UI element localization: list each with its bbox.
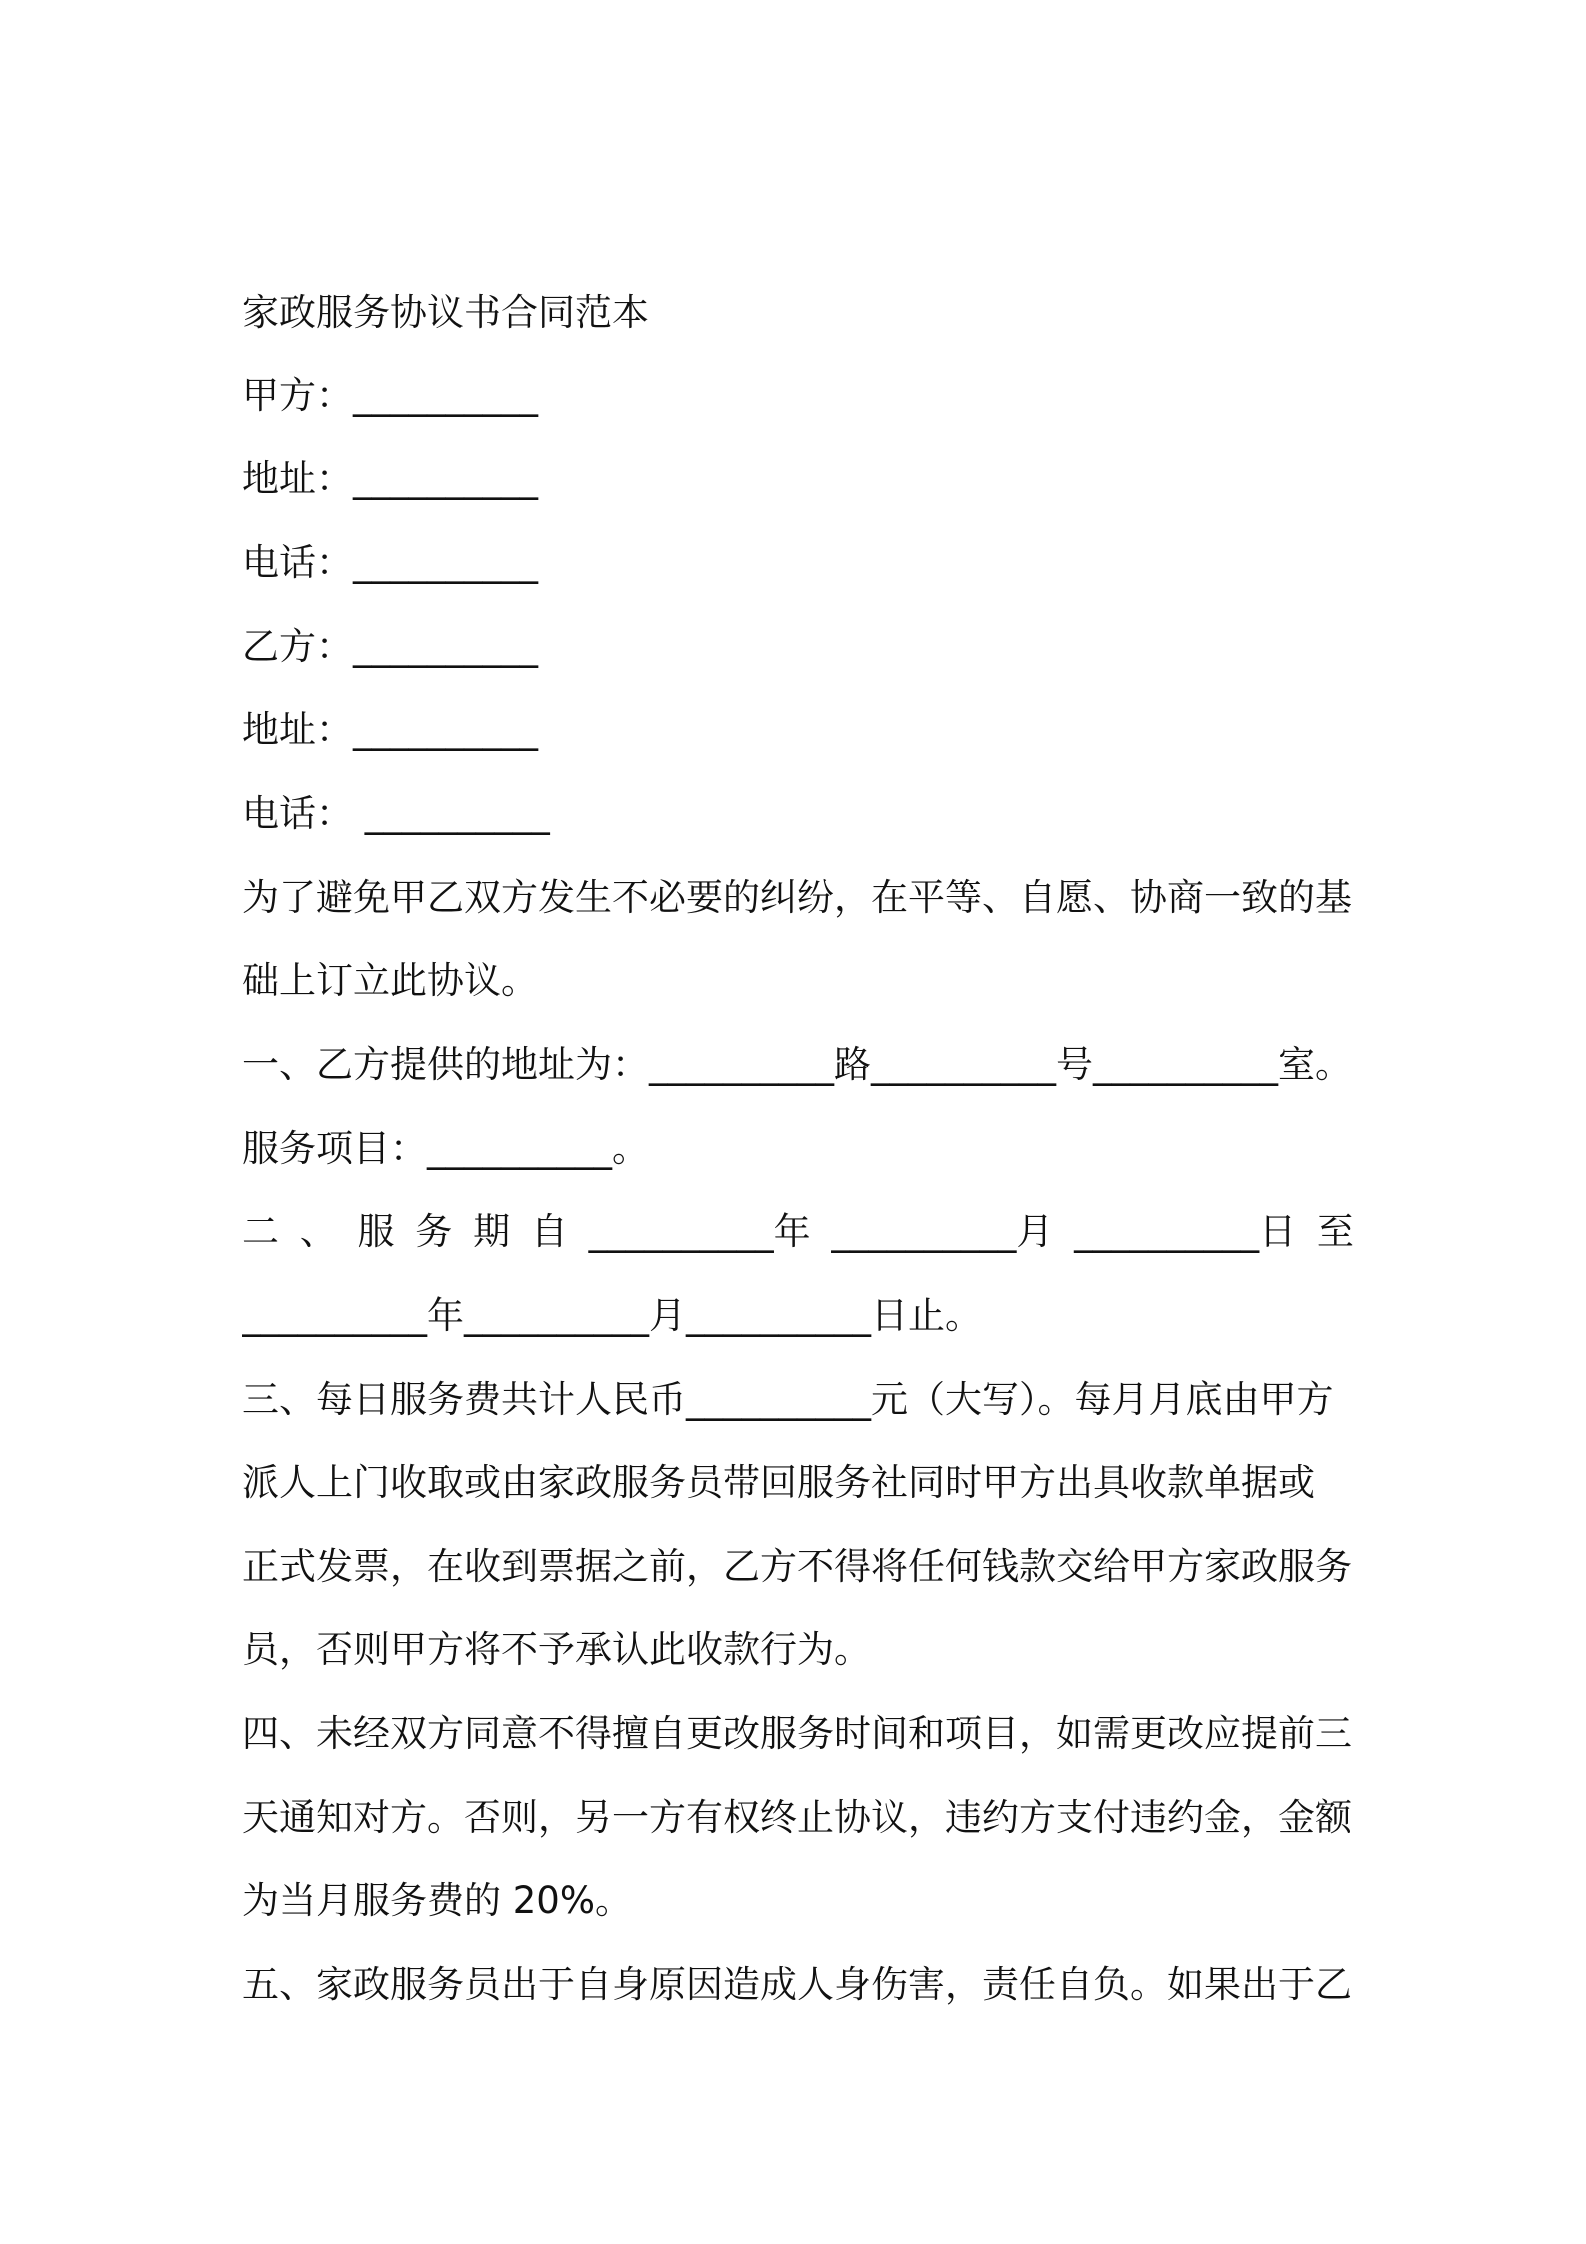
intro-paragraph-line-1: 为了避免甲乙双方发生不必要的纠纷，在平等、自愿、协商一致的基: [242, 876, 1352, 919]
party-b-phone: 电话： __________: [242, 792, 550, 835]
clause-2-token: 服: [357, 1210, 395, 1253]
clause-4-line-1: 四、未经双方同意不得擅自更改服务时间和项目，如需更改应提前三: [242, 1712, 1352, 1755]
party-b-address: 地址：__________: [242, 708, 538, 751]
clause-2-token: __________月: [831, 1210, 1054, 1253]
clause-3-line-4: 员，否则甲方将不予承认此收款行为。: [242, 1628, 871, 1671]
clause-2-token: 至: [1316, 1210, 1354, 1253]
clause-2-line-1: [242, 1209, 1354, 1255]
clause-1-line-2: 服务项目：__________。: [242, 1127, 649, 1170]
document-title: 家政服务协议书合同范本: [242, 291, 649, 334]
clause-2-token: 、: [299, 1210, 337, 1253]
party-b-name: 乙方：__________: [242, 625, 538, 668]
clause-5-line-1: 五、家政服务员出于自身原因造成人身伤害，责任自负。如果出于乙: [242, 1963, 1352, 2006]
clause-2-token: 二: [242, 1210, 279, 1253]
clause-4-line-2: 天通知对方。否则，另一方有权终止协议，违约方支付违约金，金额: [242, 1796, 1352, 1839]
clause-1-line-1: 一、乙方提供的地址为：__________路__________号__________室。: [242, 1043, 1352, 1086]
clause-3-line-2: 派人上门收取或由家政服务员带回服务社同时甲方出具收款单据或: [242, 1461, 1315, 1504]
party-a-phone: 电话：__________: [242, 541, 538, 584]
clause-2-line-2: __________年__________月__________日止。: [242, 1294, 982, 1337]
clause-2-token: 期: [473, 1210, 511, 1253]
clause-3-line-1: 三、每日服务费共计人民币__________元（大写）。每月月底由甲方: [242, 1378, 1334, 1421]
clause-2-token: __________年: [588, 1210, 811, 1253]
clause-2-token: __________日: [1074, 1210, 1297, 1253]
clause-4-line-3: 为当月服务费的 20%。: [242, 1879, 632, 1922]
party-a-address: 地址：__________: [242, 457, 538, 500]
clause-2-token: 务: [415, 1210, 453, 1253]
intro-paragraph-line-2: 础上订立此协议。: [242, 959, 538, 1002]
party-a-name: 甲方：__________: [242, 374, 538, 417]
clause-2-token: 自: [530, 1210, 568, 1253]
clause-3-line-3: 正式发票，在收到票据之前，乙方不得将任何钱款交给甲方家政服务: [242, 1545, 1352, 1588]
